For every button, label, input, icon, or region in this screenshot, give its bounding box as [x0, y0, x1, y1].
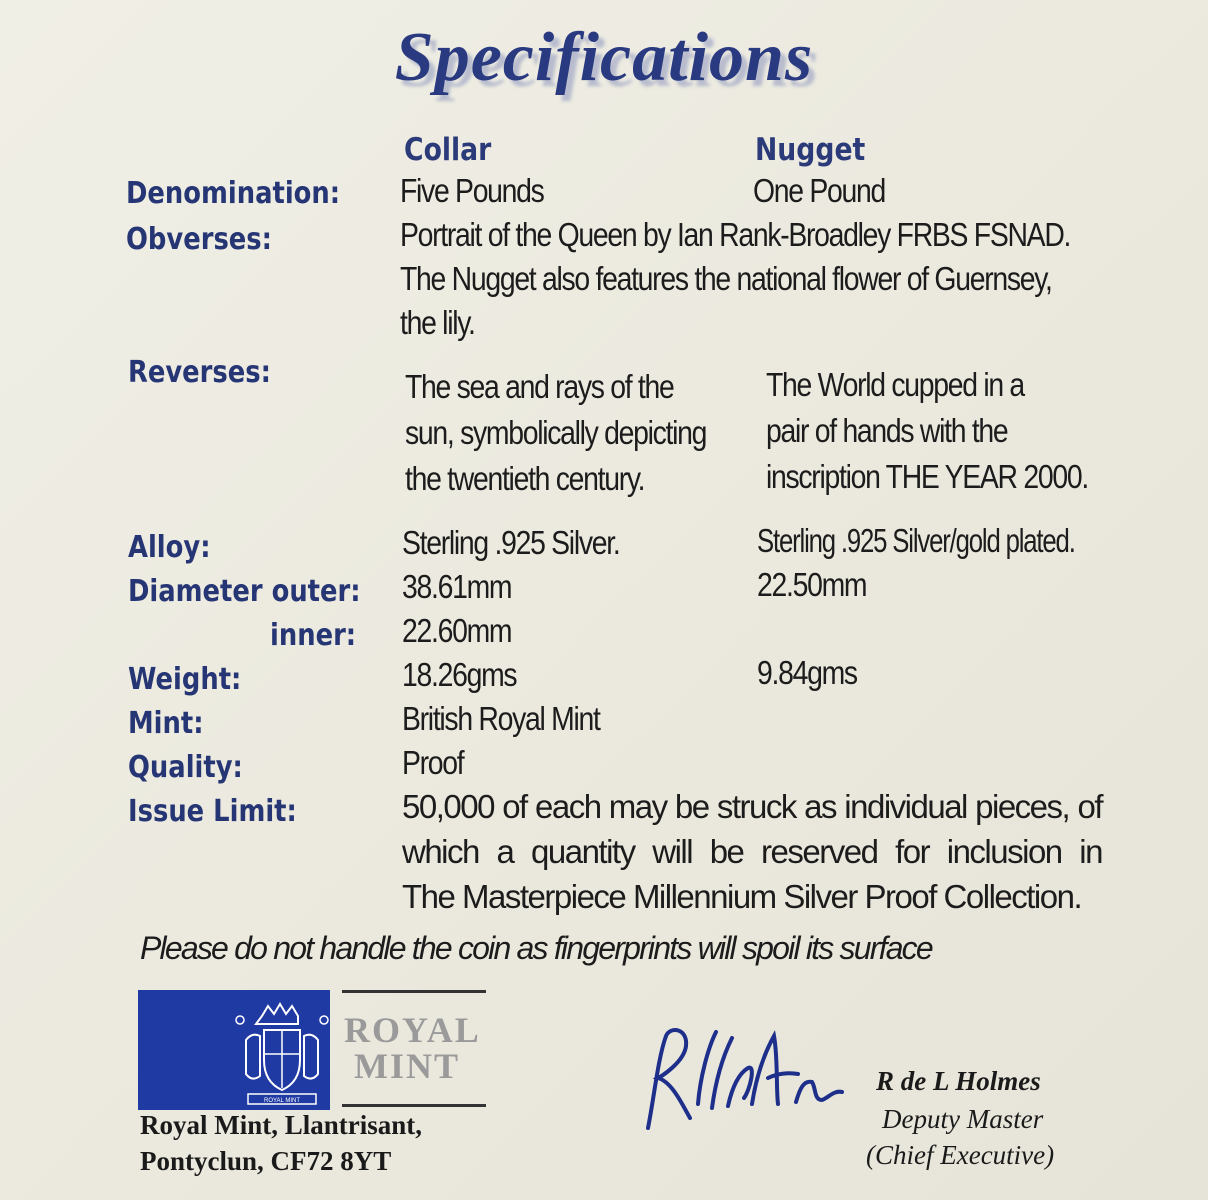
reverses-collar-line-1: The sea and rays of the [405, 368, 674, 405]
issue-limit-line-3: The Masterpiece Millennium Silver Proof Collection. [402, 878, 1082, 915]
diameter-inner-label: inner: [270, 618, 357, 653]
weight-nugget: 9.84gms [757, 654, 857, 691]
royal-arms-icon [138, 990, 330, 1110]
diameter-outer-nugget: 22.50mm [757, 566, 867, 603]
alloy-label: Alloy: [128, 530, 211, 565]
issue-limit-label: Issue Limit: [128, 794, 297, 829]
logo-rule-bottom [342, 1104, 486, 1107]
royal-mint-crest-logo [138, 990, 330, 1110]
diameter-inner-collar: 22.60mm [402, 612, 512, 649]
logo-badge-text: ROYAL MINT [263, 1098, 301, 1104]
denomination-label: Denomination: [126, 176, 341, 211]
denomination-nugget: One Pound [753, 172, 885, 209]
reverses-nugget-line-2: pair of hands with the [766, 412, 1008, 449]
address-line-1: Royal Mint, Llantrisant, [140, 1110, 423, 1140]
mint-value: British Royal Mint [402, 700, 600, 737]
reverses-collar-line-3: the twentieth century. [405, 460, 645, 497]
signatory-name: R de L Holmes [876, 1066, 1041, 1096]
column-header-nugget: Nugget [755, 132, 866, 168]
obverses-line-3: the lily. [400, 304, 475, 341]
handling-note: Please do not handle the coin as fingerprints will spoil its surface [140, 930, 932, 966]
signatory-role-secondary: (Chief Executive) [866, 1140, 1055, 1170]
mint-label: Mint: [128, 706, 204, 741]
weight-label: Weight: [128, 662, 242, 697]
diameter-outer-label: Diameter outer: [128, 574, 361, 609]
diameter-outer-collar: 38.61mm [402, 568, 512, 605]
royal-mint-wordmark-line-2: MINT [354, 1046, 460, 1086]
signatory-role: Deputy Master [882, 1104, 1044, 1134]
weight-collar: 18.26gms [402, 656, 517, 693]
reverses-nugget-line-3: inscription THE YEAR 2000. [766, 458, 1088, 495]
handwritten-signature [628, 1018, 858, 1148]
issue-limit-text [402, 784, 1102, 919]
obverses-label: Obverses: [126, 222, 272, 257]
quality-label: Quality: [128, 750, 243, 785]
logo-rule-top [342, 990, 486, 993]
column-header-collar: Collar [404, 132, 492, 168]
page-title: Specifications [394, 19, 814, 96]
obverses-line-1: Portrait of the Queen by Ian Rank-Broadley FRBS FSNAD. [400, 216, 1071, 253]
obverses-line-2: The Nugget also features the national flower of Guernsey, [400, 260, 1052, 297]
reverses-label: Reverses: [128, 355, 271, 390]
issue-limit-line-1: 50,000 of each may be struck as individual pieces, of [402, 788, 1102, 825]
royal-mint-wordmark-line-1: ROYAL [344, 1010, 481, 1050]
issue-limit-line-2: which a quantity will be reserved for inclusion in [402, 833, 1102, 870]
reverses-collar-line-2: sun, symbolically depicting [405, 414, 707, 451]
reverses-nugget-line-1: The World cupped in a [766, 366, 1024, 403]
address-line-2: Pontyclun, CF72 8YT [140, 1146, 392, 1176]
denomination-collar: Five Pounds [400, 172, 544, 209]
quality-value: Proof [402, 744, 464, 781]
alloy-collar: Sterling .925 Silver. [402, 524, 620, 561]
alloy-nugget: Sterling .925 Silver/gold plated. [757, 522, 1075, 559]
